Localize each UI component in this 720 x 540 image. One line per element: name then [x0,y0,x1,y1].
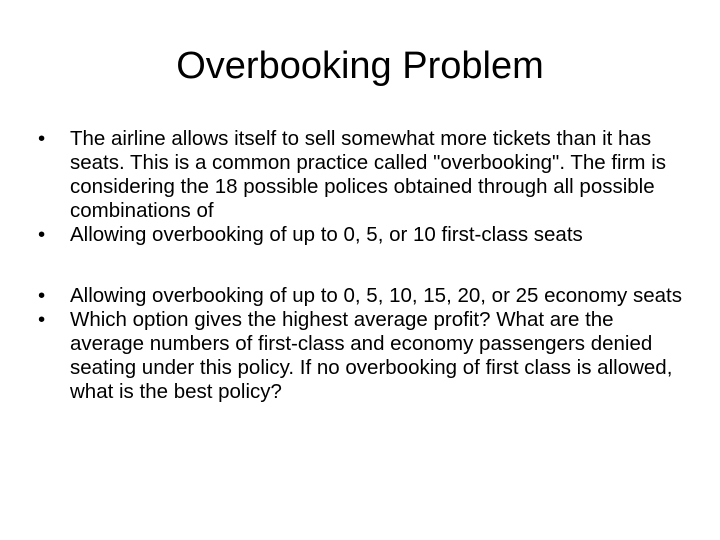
bullet-item [38,284,688,308]
bullet-item [38,223,688,247]
bullet-list-1 [38,127,688,247]
bullet-text: Which option gives the highest average profit? What are the average numbers of first-class and economy passengers denied seating under this policy. If no overbooking of first class is allowed, what is the best policy? [70,308,673,403]
bullet-list-2 [38,284,688,404]
bullet-text: Allowing overbooking of up to 0, 5, 10, 15, 20, or 25 economy seats [70,284,682,307]
bullet-icon: • [38,223,46,246]
bullet-icon: • [38,284,46,307]
bullet-text: Allowing overbooking of up to 0, 5, or 10 first-class seats [70,223,583,246]
bullet-icon: • [38,308,46,331]
bullet-item [38,308,688,404]
bullet-item [38,127,688,223]
bullet-icon: • [38,127,46,150]
slide-title: Overbooking Problem [176,45,544,87]
bullet-text: The airline allows itself to sell somewhat more tickets than it has seats. This is a common practice called "overbooking". The firm is considering the 18 possible polices obtained through all possible combinations of [70,127,667,222]
